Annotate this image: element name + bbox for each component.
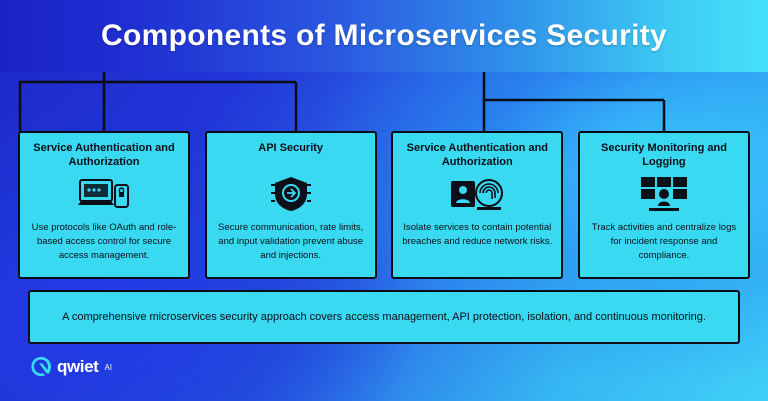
qwiet-logo-icon [30, 356, 52, 378]
summary-bar [28, 290, 740, 344]
card-description: Track activities and centralize logs for incident response and compliance. [591, 222, 737, 261]
summary-text: A comprehensive microservices security approach covers access management, API protection, isolation, and continuous monitoring. [62, 310, 706, 323]
card-title: Service Authentication and Authorization [406, 142, 549, 168]
cards-row [18, 131, 750, 279]
card-description: Isolate services to contain potential breaches and reduce network risks. [402, 222, 553, 247]
logo-suffix: AI [104, 362, 113, 372]
card-title: Security Monitoring and Logging [601, 142, 727, 168]
laptop-mobile-auth-icon [77, 174, 131, 214]
logo-wordmark: qwiet [57, 357, 99, 376]
card-description: Use protocols like OAuth and role-based access control for secure access management. [31, 222, 177, 261]
header-banner [0, 0, 768, 72]
card-title: API Security [258, 142, 324, 154]
api-shield-icon [269, 174, 313, 214]
card-service-isolation[interactable] [391, 131, 563, 279]
card-title: Service Authentication and Authorization [33, 142, 175, 168]
monitoring-dashboard-icon [639, 174, 689, 214]
card-service-authentication[interactable] [18, 131, 190, 279]
fingerprint-id-icon [449, 174, 505, 214]
page-title: Components of Microservices Security [101, 19, 667, 53]
card-api-security[interactable] [205, 131, 377, 279]
card-description: Secure communication, rate limits, and input validation prevent abuse and injections. [218, 222, 364, 261]
card-security-monitoring[interactable] [578, 131, 750, 279]
brand-logo [30, 356, 112, 378]
